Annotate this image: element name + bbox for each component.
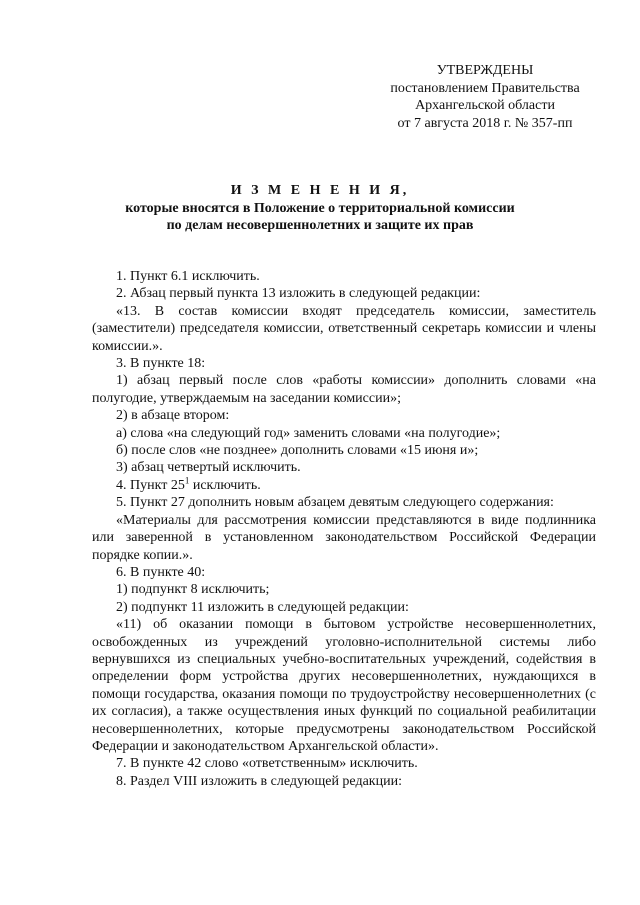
approved-line-2: постановлением Правительства xyxy=(390,80,580,96)
paragraph-10-text-b: исключить. xyxy=(189,477,261,493)
paragraph-10-text-a: 4. Пункт 25 xyxy=(116,477,185,493)
document-subtitle-line-2: по делам несовершеннолетних и защите их прав xyxy=(166,218,474,233)
paragraph-14: 1) подпункт 8 исключить; xyxy=(116,582,270,598)
paragraph-12: «Материалы для рассмотрения комиссии представляются в виде подлинника или заверенной в установленном законодательством Российской Федерации порядке копии.». xyxy=(92,512,596,563)
paragraph-16: «11) об оказании помощи в бытовом устройстве несовершеннолетних, освобожденных из учреждений уголовно-исполнительной системы либо вернувшихся из специальных учебно-воспитательных учреждений, содействия в определении форм устройства других несовершеннолетних, нуждающихся в помощи государства, оказания помощи по трудоустройству несовершеннолетних (с их согласия), а также осуществления иных функций по социальной реабилитации несовершеннолетних, которые предусмотрены законодательством Российской Федерации и законодательством Архангельской области». xyxy=(92,617,596,754)
paragraph-6: 2) в абзаце втором: xyxy=(116,408,230,424)
document-heading xyxy=(100,182,540,235)
paragraph-18: 8. Раздел VIII изложить в следующей редакции: xyxy=(116,773,402,789)
paragraph-9: 3) абзац четвертый исключить. xyxy=(116,460,301,476)
paragraph-17: 7. В пункте 42 слово «ответственным» исключить. xyxy=(116,756,418,772)
paragraph-10-superscript: 1 xyxy=(184,475,190,486)
paragraph-8: б) после слов «не позднее» дополнить словами «15 июня и»; xyxy=(116,443,479,459)
paragraph-2: 2. Абзац первый пункта 13 изложить в следующей редакции: xyxy=(116,286,481,302)
approved-line-4: от 7 августа 2018 г. № 357-пп xyxy=(397,115,573,131)
paragraph-10 xyxy=(92,477,596,494)
paragraph-4: 3. В пункте 18: xyxy=(116,356,206,372)
approval-stamp-block xyxy=(370,62,600,132)
paragraph-1: 1. Пункт 6.1 исключить. xyxy=(116,269,260,284)
document-body xyxy=(92,268,596,790)
paragraph-11: 5. Пункт 27 дополнить новым абзацем девятым следующего содержания: xyxy=(116,495,554,511)
document-subtitle-line-1: которые вносятся в Положение о территориальной комиссии xyxy=(125,200,515,216)
paragraph-13: 6. В пункте 40: xyxy=(116,564,206,580)
document-title: И З М Е Н Е Н И Я, xyxy=(230,183,410,198)
approved-line-1: УТВЕРЖДЕНЫ xyxy=(436,63,534,78)
approved-line-3: Архангельской области xyxy=(415,98,555,113)
paragraph-5: 1) абзац первый после слов «работы комиссии» дополнить словами «на полугодие, утверждаемым на заседании комиссии»; xyxy=(92,373,596,406)
paragraph-15: 2) подпункт 11 изложить в следующей редакции: xyxy=(116,599,409,615)
paragraph-7: а) слова «на следующий год» заменить словами «на полугодие»; xyxy=(116,425,501,441)
paragraph-3: «13. В состав комиссии входят председатель комиссии, заместитель (заместители) председателя комиссии, ответственный секретарь комиссии и члены комиссии.». xyxy=(92,303,596,354)
